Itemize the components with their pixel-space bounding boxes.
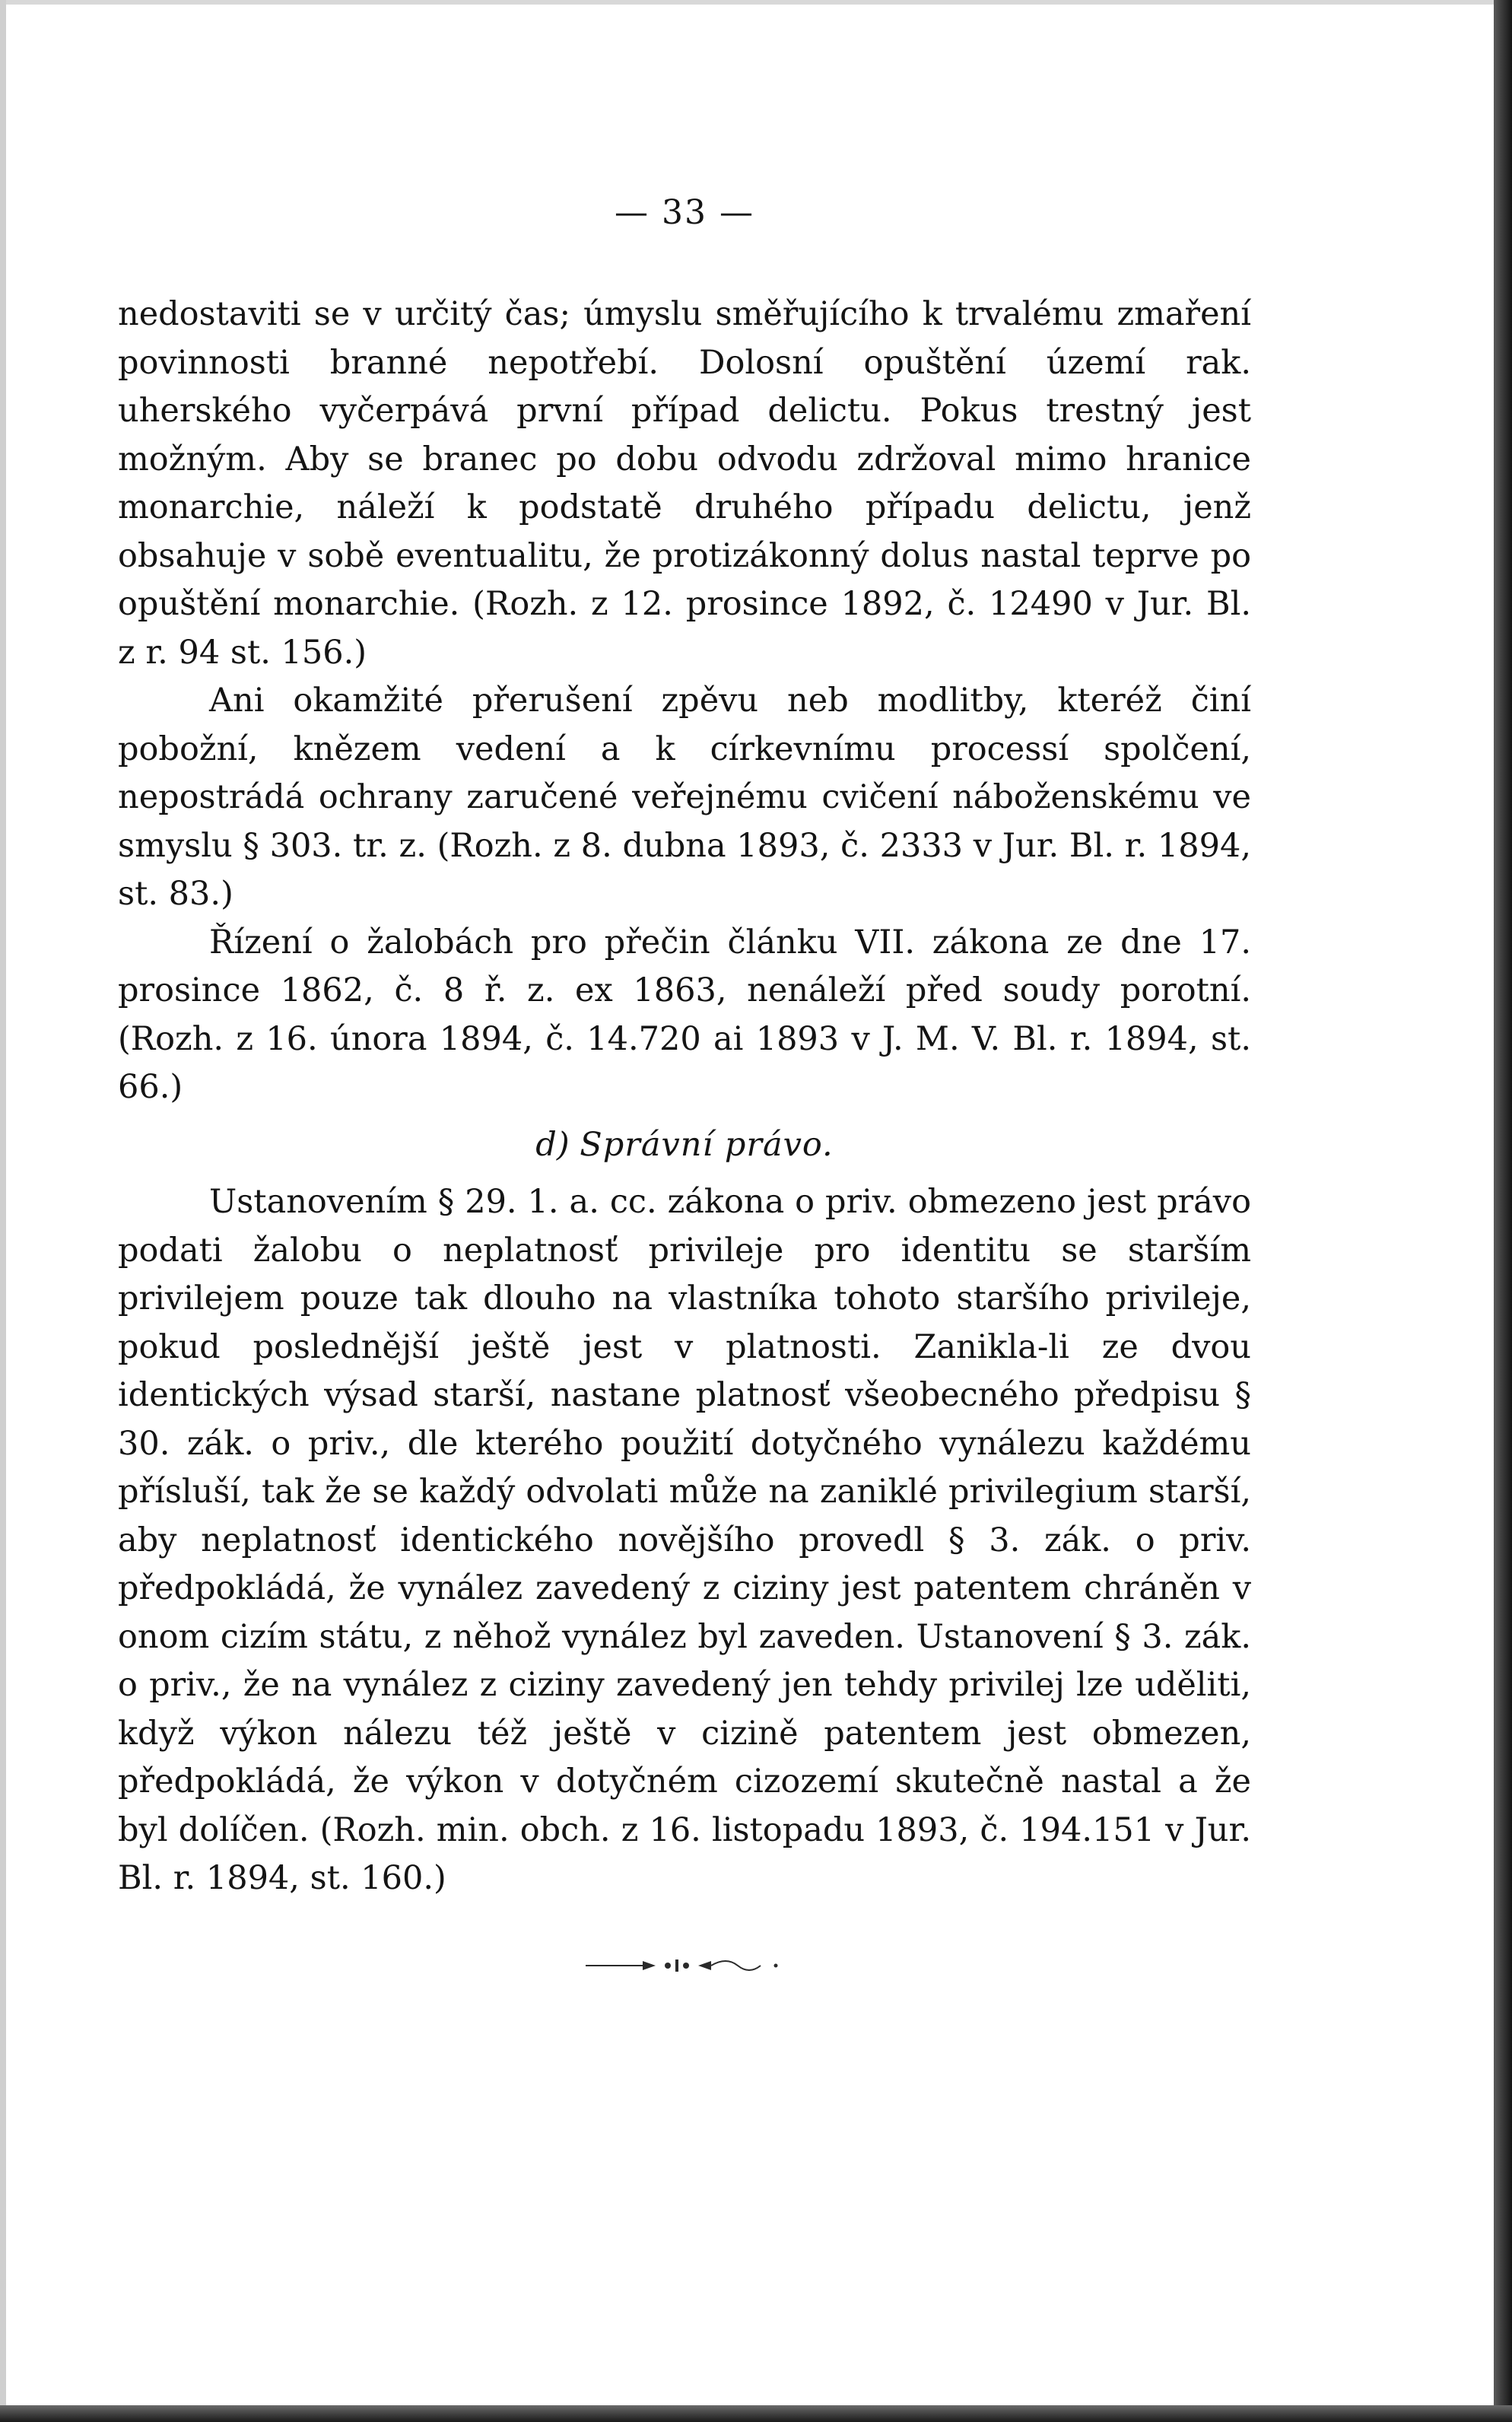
scan-edge-bottom: [0, 2405, 1512, 2422]
section-label: d): [535, 1125, 570, 1164]
scan-edge-left: [0, 0, 6, 2422]
paragraph-jury-courts: Řízení o žalobách pro přečin článku VII. zákona ze dne 17. prosince 1862, č. 8 ř. z. ex 1863, nenáleží před soudy porotní. (Rozh. z 16. února 1894, č. 14.720 ai 1893 v J. M. V. Bl. r. 1894, st. 66.): [118, 923, 1251, 1106]
paragraph-military-evasion: nedostaviti se v určitý čas; úmyslu směřujícího k trvalému zmaření povinnosti branné nepotřebí. Dolosní opuštění území rak. uherského vyčerpává první případ delictu. Pokus trestný jest možným. Aby se branec po dobu odvodu zdržoval mimo hranice monarchie, náleží k podstatě druhého případu delictu, jenž obsahuje v sobě eventualitu, že protizákonný dolus nastal teprve po opuštění monarchie. (Rozh. z 12. prosince 1892, č. 12490 v Jur. Bl. z r. 94 st. 156.): [118, 295, 1251, 672]
ornament-icon: [570, 1950, 799, 1981]
section-title: Správní právo.: [580, 1125, 834, 1164]
scan-edge-top: [0, 0, 1512, 5]
page-number: — 33 —: [615, 193, 754, 232]
page-body: [118, 190, 1251, 1981]
paragraph-privilege-law: Ustanovením § 29. 1. a. cc. zákona o priv. obmezeno jest právo podati žalobu o neplatnosť privileje pro identitu se starším privilejem pouze tak dlouho na vlastníka tohoto staršího privileje, pokud poslednější ještě jest v platnosti. Zanikla-li ze dvou identických výsad starší, nastane platnosť všeobecného předpisu § 30. zák. o priv., dle kterého použití dotyčného vynálezu každému přísluší, tak že se každý odvolati může na zaniklé privilegium starší, aby neplatnosť identického novějšího provedl § 3. zák. o priv. předpokládá, že vynález zavedený z ciziny jest patentem chráněn v onom cizím státu, z něhož vynález byl zaveden. Ustanovení § 3. zák. o priv., že na vynález z ciziny zavedený jen tehdy privilej lze uděliti, když výkon nálezu též ještě v cizině patentem jest obmezen, předpokládá, že výkon v dotyčném cizozemí skutečně nastal a že byl dolíčen. (Rozh. min. obch. z 16. listopadu 1893, č. 194.151 v Jur. Bl. r. 1894, st. 160.): [118, 1183, 1251, 1897]
decorative-rule-ornament-icon: [118, 1949, 1251, 1981]
section-heading-administrative-law: [118, 1121, 1251, 1170]
scan-edge-right: [1494, 0, 1512, 2422]
paragraph-religious-procession: Ani okamžité přerušení zpěvu neb modlitby, kteréž činí pobožní, knězem vedení a k církevnímu processí spolčení, nepostrádá ochrany zaručené veřejnému cvičení náboženskému ve smyslu § 303. tr. z. (Rozh. z 8. dubna 1893, č. 2333 v Jur. Bl. r. 1894, st. 83.): [118, 682, 1251, 913]
